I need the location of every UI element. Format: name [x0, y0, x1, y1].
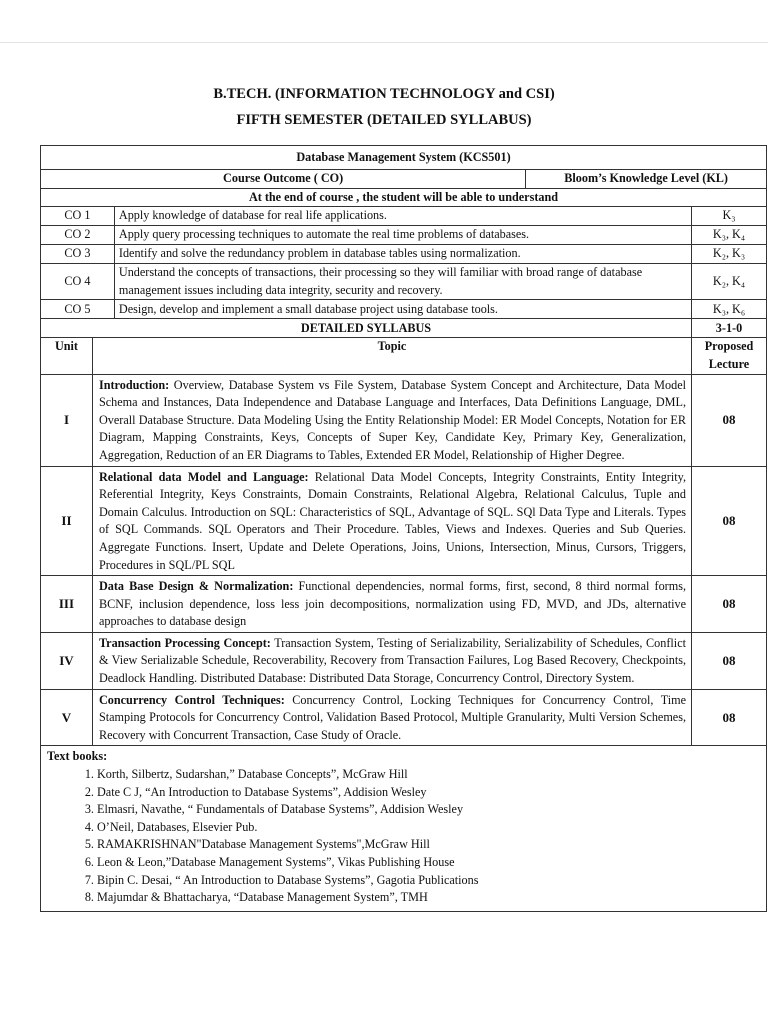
unit-lectures: 08 — [692, 576, 767, 633]
co-text: Apply query processing techniques to automate the real time problems of databases. — [114, 226, 691, 245]
unit-topic — [92, 374, 691, 466]
textbook-item: 7. Bipin C. Desai, “ An Introduction to Database Systems”, Gagotia Publications — [97, 872, 760, 890]
unit-topic-body: Functional dependencies, normal forms, first, second, 8 third normal forms, BCNF, inclusion dependence, loss less join decompositions, normalization using FD, MVD, and JDs, alternative approaches to database design — [98, 579, 686, 629]
textbook-item: 2. Date C J, “An Introduction to Database Systems”, Addision Wesley — [97, 784, 760, 802]
unit-topic — [92, 576, 691, 633]
textbooks-cell — [41, 746, 767, 911]
unit-topic-body: Relational Data Model Concepts, Integrity Constraints, Entity Integrity, Referential Integrity, Keys Constraints, Domain Constraints, Relational Algebra, Relational Calculus, Tuple and Domain Calculus. Introduction on SQL: Characteristics of SQL, Advantage of SQL. SQl Data Type and Literals. Types of SQL Commands. SQL Operators and Their Procedure. Tables, Views and Indexes. Queries and Sub Queries. Aggregate Functions. Insert, Update and Delete Operations, Joins, Unions, Intersection, Minus, Cursors, Triggers, Procedures in SQL/PL SQL — [98, 469, 686, 572]
textbook-item: 5. RAMAKRISHNAN"Database Management Systems",McGraw Hill — [97, 836, 760, 854]
topic-header: Topic — [92, 338, 691, 374]
co-text: Identify and solve the redundancy problem in database tables using normalization. — [114, 245, 691, 264]
textbooks-header: Text books: — [47, 749, 108, 764]
co-kl: K₃, K₄ — [692, 226, 767, 245]
kl-header: Bloom’s Knowledge Level (KL) — [526, 170, 767, 189]
co-kl: K₃ — [692, 207, 767, 226]
unit-number: III — [41, 576, 93, 633]
course-title-row — [41, 146, 767, 170]
unit-lectures: 08 — [692, 374, 767, 466]
syllabus-table — [40, 145, 767, 912]
unit-row — [41, 466, 767, 576]
co-header-row — [41, 170, 767, 189]
unit-number: I — [41, 374, 93, 466]
unit-topic-title: Relational data Model and Language: — [98, 469, 309, 484]
co-row — [41, 245, 767, 264]
unit-topic — [92, 689, 691, 746]
unit-topic — [92, 632, 691, 689]
textbook-item: 6. Leon & Leon,”Database Management Systems”, Vikas Publishing House — [97, 854, 760, 872]
unit-header: Unit — [41, 338, 93, 374]
textbooks-list — [47, 766, 760, 907]
ltp: 3-1-0 — [692, 319, 767, 338]
textbook-item: 1. Korth, Silbertz, Sudarshan,” Database Concepts”, McGraw Hill — [97, 766, 760, 784]
co-text: Apply knowledge of database for real life applications. — [114, 207, 691, 226]
co-code: CO 4 — [41, 264, 115, 300]
co-text: Design, develop and implement a small database project using database tools. — [114, 300, 691, 319]
unit-topic-body: Transaction System, Testing of Serializability, Serializability of Schedules, Conflict & View Serializable Schedule, Recoverability, Recovery from Transaction Failures, Log Based Recovery, Checkpoints, Deadlock Handling. Distributed Database: Distributed Data Storage, Concurrency Control, Directory System. — [98, 635, 686, 686]
syllabus-col-header-row — [41, 338, 767, 374]
course-outcome-header: Course Outcome ( CO) — [41, 170, 526, 189]
co-row — [41, 264, 767, 300]
page-top-divider — [0, 42, 768, 43]
textbook-item: 4. O’Neil, Databases, Elsevier Pub. — [97, 819, 760, 837]
textbook-item: 8. Majumdar & Bhattacharya, “Database Management System”, TMH — [97, 889, 760, 907]
co-kl: K₂, K₄ — [692, 264, 767, 300]
semester-title: FIFTH SEMESTER (DETAILED SYLLABUS) — [236, 112, 532, 128]
co-text: Understand the concepts of transactions, their processing so they will familiar with broad range of database management issues including data integrity, security and recovery. — [114, 264, 691, 300]
unit-topic-title: Transaction Processing Concept: — [98, 635, 271, 650]
unit-topic-title: Concurrency Control Techniques: — [98, 692, 285, 707]
program-title: B.TECH. (INFORMATION TECHNOLOGY and CSI) — [213, 86, 555, 102]
unit-number: II — [41, 466, 93, 576]
textbook-item: 3. Elmasri, Navathe, “ Fundamentals of Database Systems”, Addision Wesley — [97, 801, 760, 819]
co-row — [41, 300, 767, 319]
course-title: Database Management System (KCS501) — [41, 146, 767, 170]
unit-topic-title: Data Base Design & Normalization: — [98, 579, 294, 594]
unit-topic-body: Overview, Database System vs File System, Database System Concept and Architecture, Data Model Schema and Instances, Data Independence and Database Language and Interfaces, Data Definitions Language, DML, Overall Database Structure. Data Modeling Using the Entity Relationship Model: ER Model Concepts, Notation for ER Diagram, Mapping Constraints, Keys, Concepts of Super Key, Candidate Key, Primary Key, Generalization, Aggregation, Reduction of an ER Diagrams to Tables, Extended ER Model, Relationship of Higher Degree. — [98, 377, 686, 462]
lecture-header: Proposed Lecture — [692, 338, 767, 374]
unit-lectures: 08 — [692, 466, 767, 576]
unit-number: V — [41, 689, 93, 746]
co-code: CO 2 — [41, 226, 115, 245]
unit-topic-title: Introduction: — [98, 377, 170, 392]
unit-number: IV — [41, 632, 93, 689]
co-code: CO 5 — [41, 300, 115, 319]
co-intro: At the end of course , the student will be able to understand — [41, 188, 767, 207]
co-code: CO 1 — [41, 207, 115, 226]
unit-topic-body: Concurrency Control, Locking Techniques for Concurrency Control, Time Stamping Protocols for Concurrency Control, Validation Based Protocol, Multiple Granularity, Multi Version Schemes, Recovery with Concurrent Transaction, Case Study of Oracle. — [98, 692, 686, 742]
co-row — [41, 226, 767, 245]
co-row — [41, 207, 767, 226]
unit-row — [41, 374, 767, 466]
unit-lectures: 08 — [692, 689, 767, 746]
co-intro-row — [41, 188, 767, 207]
syllabus-header-row — [41, 319, 767, 338]
co-kl: K₂, K₃ — [692, 245, 767, 264]
co-kl: K₃, K₆ — [692, 300, 767, 319]
unit-row — [41, 576, 767, 633]
unit-row — [41, 632, 767, 689]
unit-row — [41, 689, 767, 746]
unit-topic — [92, 466, 691, 576]
textbooks-row — [41, 746, 767, 911]
syllabus-header: DETAILED SYLLABUS — [41, 319, 692, 338]
co-code: CO 3 — [41, 245, 115, 264]
unit-lectures: 08 — [692, 632, 767, 689]
